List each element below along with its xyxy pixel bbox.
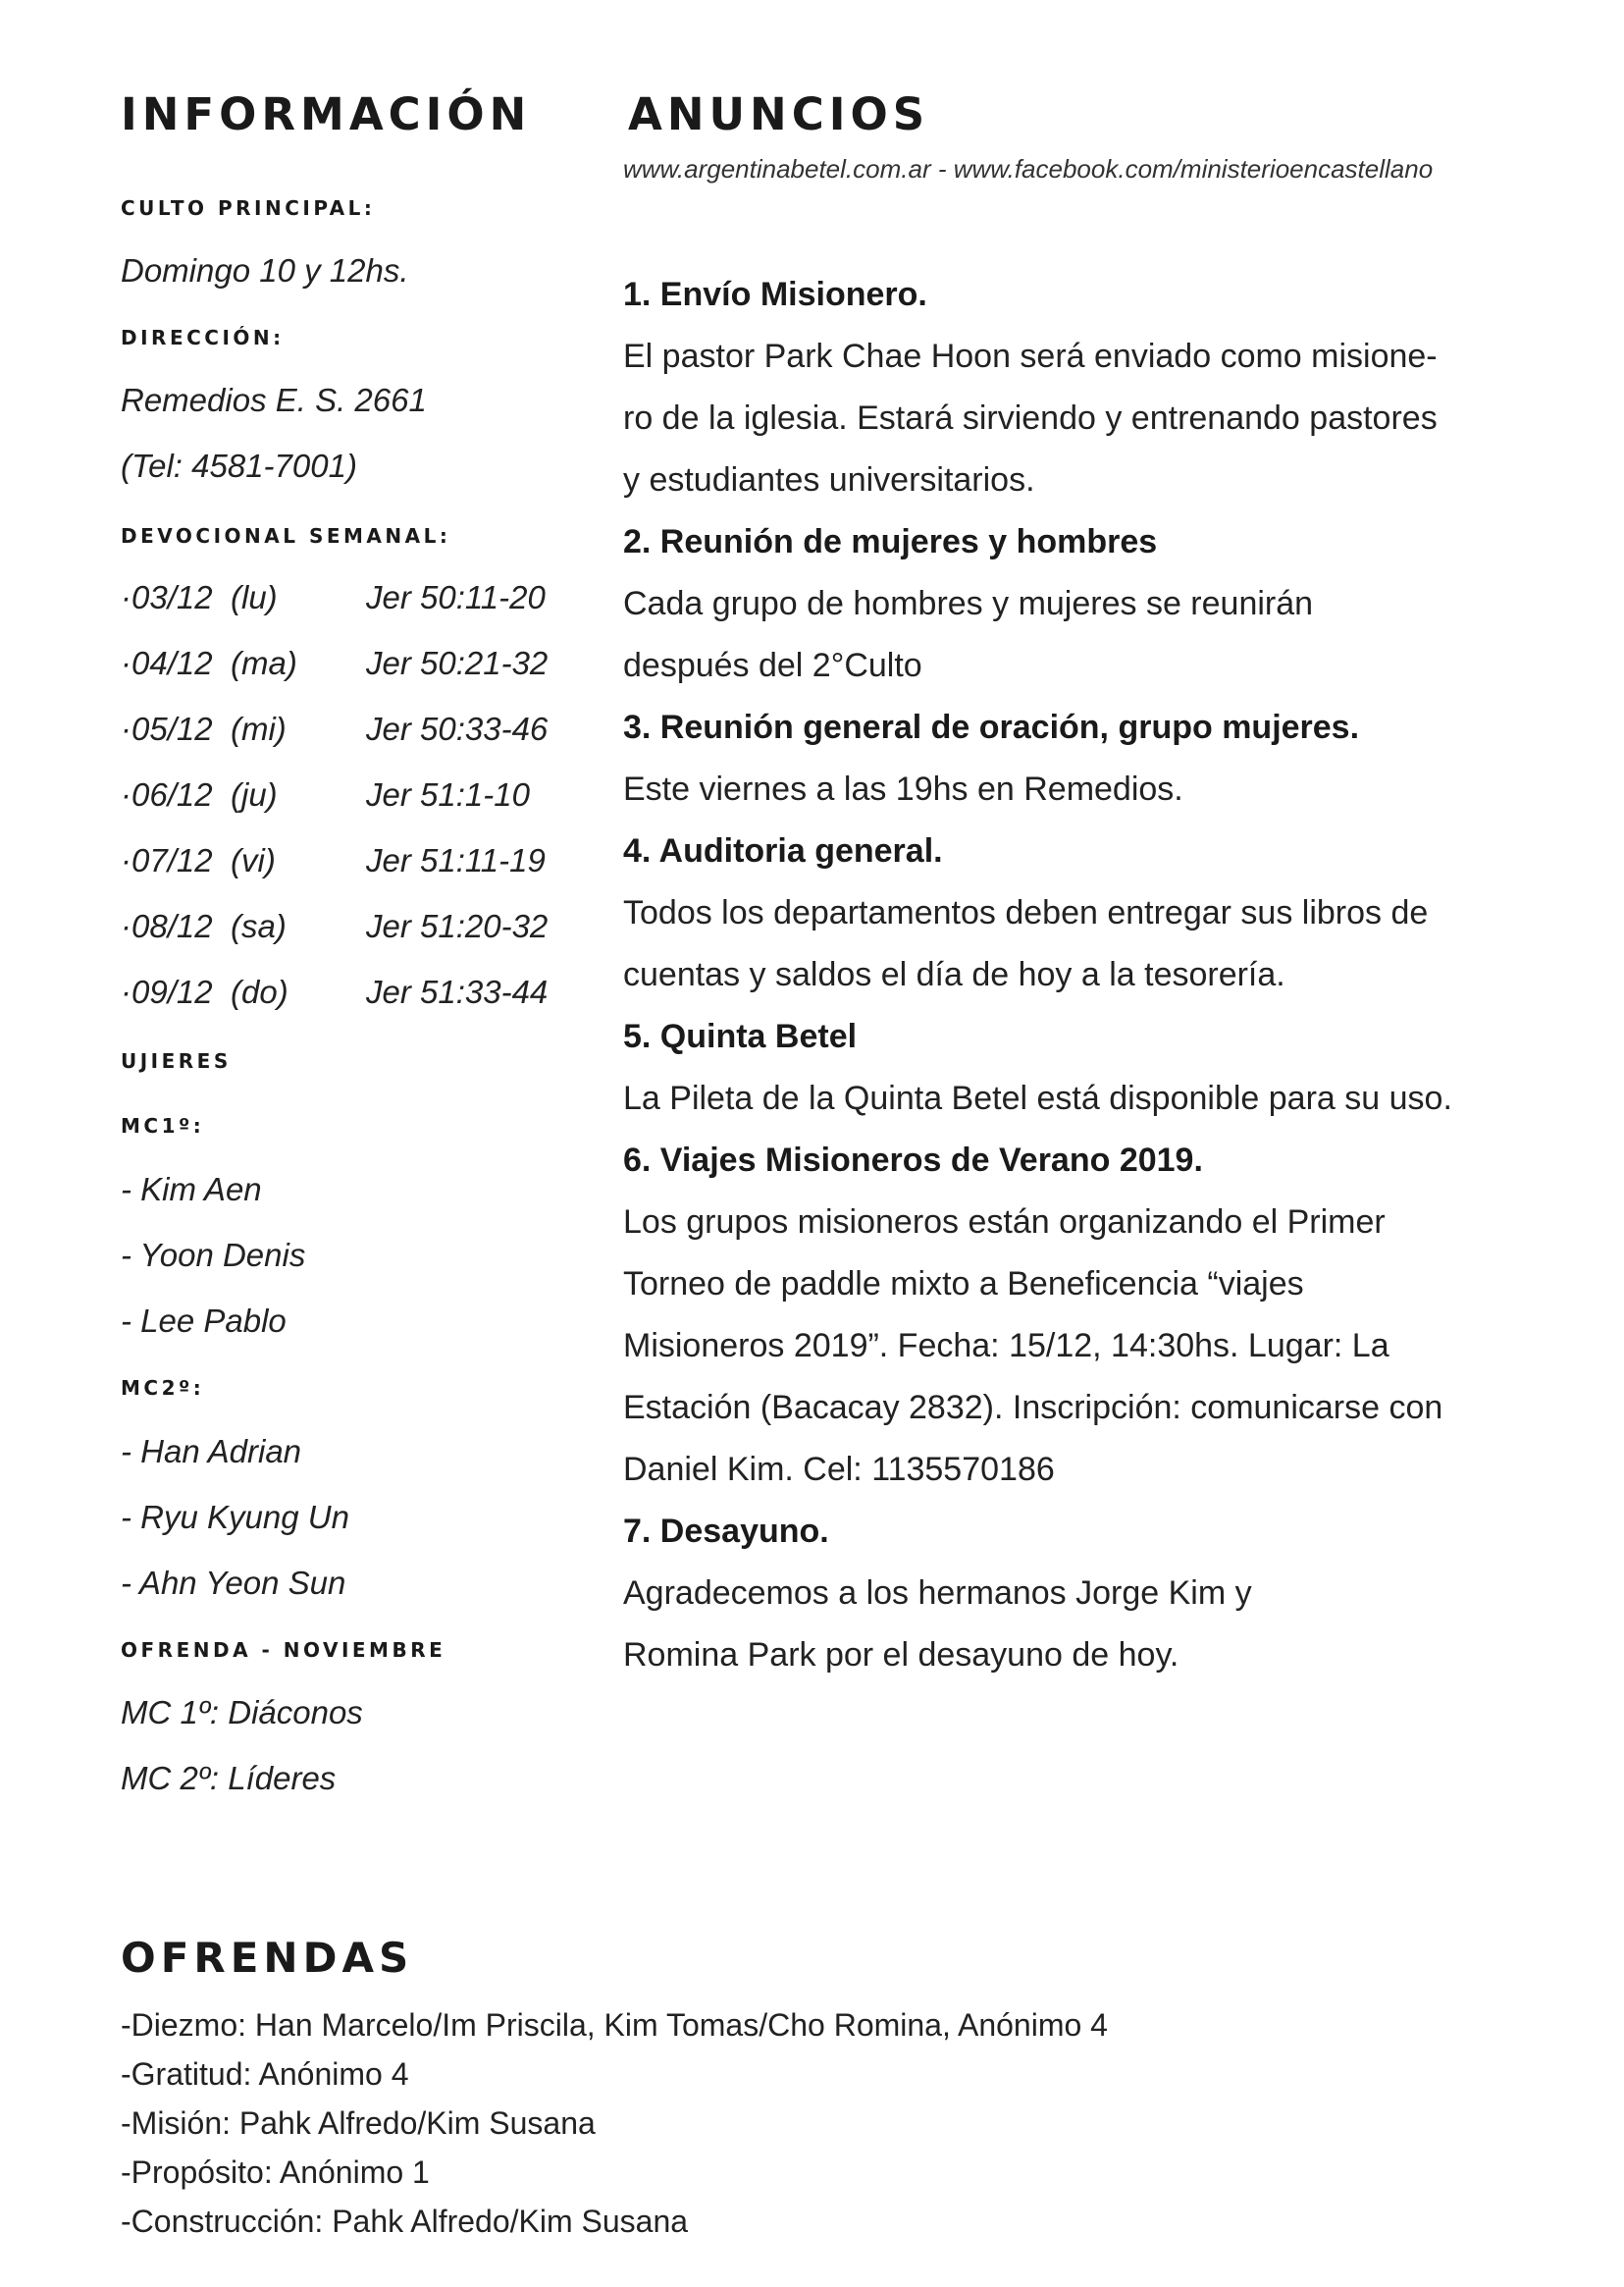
devocional-date: ·06/12 [121,776,213,813]
devocional-ref: Jer 51:1-10 [366,776,530,813]
devocional-ref: Jer 51:11-19 [366,842,546,878]
devocional-row [121,578,572,617]
anuncio-line: Torneo de paddle mixto a Beneficencia “viajes [623,1265,1304,1303]
devocional-day: (vi) [231,842,276,878]
mc1-label: MC1º: [121,1114,205,1138]
ofrendas-title: OFRENDAS [121,1934,414,1982]
ofrenda-label: OFRENDA - NOVIEMBRE [121,1638,446,1662]
devocional-row [121,775,572,815]
anuncio-title: 4. Auditoria general. [623,832,943,870]
anuncio-line: Este viernes a las 19hs en Remedios. [623,771,1183,808]
devocional-date: ·03/12 [121,579,213,615]
anuncio-line: ro de la iglesia. Estará sirviendo y entrenando pastores [623,399,1438,437]
ujier-name: - Yoon Denis [121,1237,306,1273]
ujier-name: - Ryu Kyung Un [121,1499,349,1535]
ujier-name: - Han Adrian [121,1433,302,1469]
anuncios-url: www.argentinabetel.com.ar - www.facebook.com/ministerioencastellano [623,154,1434,184]
anuncio-line: La Pileta de la Quinta Betel está disponible para su uso. [623,1080,1452,1117]
devocional-date: ·08/12 [121,908,213,944]
anuncio-line: Romina Park por el desayuno de hoy. [623,1636,1179,1674]
devocional-label: DEVOCIONAL SEMANAL: [121,524,451,548]
informacion-title: INFORMACIÓN [121,88,532,140]
devocional-ref: Jer 50:33-46 [366,711,549,747]
anuncio-title: 3. Reunión general de oración, grupo mujeres. [623,709,1360,746]
anuncio-line: Daniel Kim. Cel: 1135570186 [623,1451,1055,1488]
ujier-name: - Ahn Yeon Sun [121,1565,346,1601]
anuncio-title: 6. Viajes Misioneros de Verano 2019. [623,1142,1203,1179]
mc2-label: MC2º: [121,1376,205,1400]
ofrenda-entry: -Propósito: Anónimo 1 [121,2154,430,2190]
anuncio-line: y estudiantes universitarios. [623,461,1035,499]
anuncio-title: 2. Reunión de mujeres y hombres [623,523,1158,560]
devocional-day: (ju) [231,776,278,813]
devocional-ref: Jer 51:33-44 [366,974,549,1010]
anuncio-line: Estación (Bacacay 2832). Inscripción: comunicarse con [623,1389,1443,1426]
devocional-ref: Jer 50:11-20 [366,579,546,615]
telefono-line: (Tel: 4581-7001) [121,448,357,484]
devocional-ref: Jer 51:20-32 [366,908,549,944]
devocional-row [121,644,572,683]
anuncio-line: Misioneros 2019”. Fecha: 15/12, 14:30hs. Lugar: La [623,1327,1389,1364]
devocional-ref: Jer 50:21-32 [366,645,549,681]
devocional-day: (ma) [231,645,297,681]
devocional-row [121,841,572,880]
ujier-name: - Lee Pablo [121,1303,287,1339]
devocional-day: (sa) [231,908,287,944]
anuncio-title: 5. Quinta Betel [623,1018,858,1055]
devocional-date: ·04/12 [121,645,213,681]
devocional-date: ·09/12 [121,974,213,1010]
anuncio-line: Agradecemos a los hermanos Jorge Kim y [623,1574,1252,1612]
anuncio-line: después del 2°Culto [623,647,922,684]
devocional-row [121,973,572,1012]
devocional-day: (do) [231,974,288,1010]
devocional-row [121,710,572,749]
devocional-day: (lu) [231,579,278,615]
anuncio-line: Todos los departamentos deben entregar sus libros de [623,894,1429,931]
anuncio-line: cuentas y saldos el día de hoy a la tesorería. [623,956,1285,993]
anuncio-line: El pastor Park Chae Hoon será enviado como misione- [623,338,1438,375]
anuncios-title: ANUNCIOS [628,88,930,140]
ujieres-label: UJIERES [121,1049,232,1073]
devocional-row [121,907,572,946]
ofrenda-entry: -Misión: Pahk Alfredo/Kim Susana [121,2105,596,2141]
devocional-day: (mi) [231,711,287,747]
devocional-date: ·07/12 [121,842,213,878]
direccion-label: DIRECCIÓN: [121,326,285,349]
culto-value: Domingo 10 y 12hs. [121,252,409,289]
anuncio-title: 1. Envío Misionero. [623,276,927,313]
ofrenda-entry: -Diezmo: Han Marcelo/Im Priscila, Kim Tomas/Cho Romina, Anónimo 4 [121,2007,1108,2043]
culto-label: CULTO PRINCIPAL: [121,196,376,220]
ujier-name: - Kim Aen [121,1171,262,1207]
ofrenda-entry: -Gratitud: Anónimo 4 [121,2056,409,2092]
anuncio-line: Los grupos misioneros están organizando el Primer [623,1203,1386,1241]
ofrenda-entry: -Construcción: Pahk Alfredo/Kim Susana [121,2204,689,2239]
devocional-date: ·05/12 [121,711,213,747]
direccion-line: Remedios E. S. 2661 [121,382,427,418]
ofrenda-line: MC 2º: Líderes [121,1760,337,1796]
anuncio-line: Cada grupo de hombres y mujeres se reunirán [623,585,1314,622]
ofrenda-line: MC 1º: Diáconos [121,1694,363,1730]
anuncio-title: 7. Desayuno. [623,1513,829,1550]
